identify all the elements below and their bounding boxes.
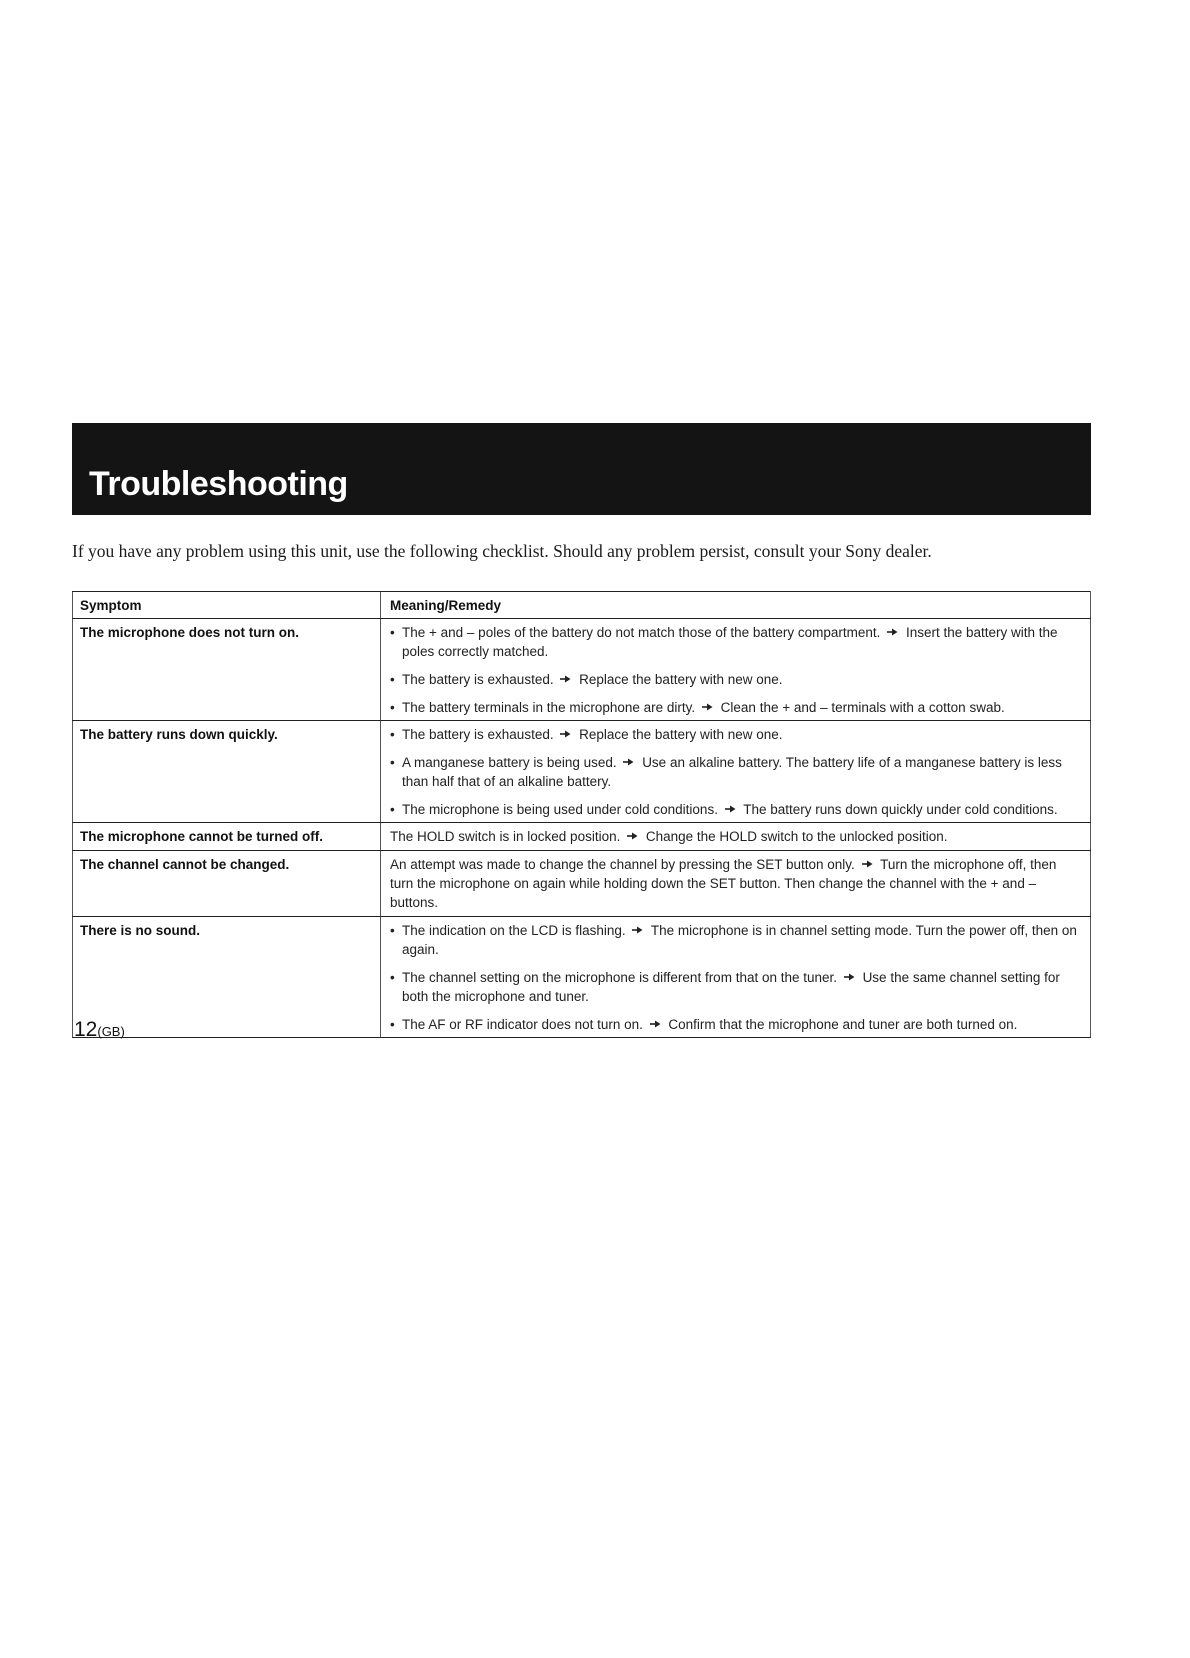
remedy-fix: Turn the microphone off, then turn the microphone on again while holding down the SET button. Then change the channel with the + and – buttons. (390, 857, 1057, 910)
troubleshooting-table (72, 591, 1091, 1038)
symptom-text: The microphone does not turn on. (80, 625, 299, 640)
page-number-suffix: (GB) (97, 1024, 125, 1039)
remedy-cause: The HOLD switch is in locked position. (390, 829, 621, 844)
remedy-cell (381, 851, 1091, 917)
bullet-icon: • (390, 923, 395, 938)
intro-paragraph: If you have any problem using this unit, use the following checklist. Should any problem persist, consult your Sony dealer. (72, 541, 932, 561)
remedy-fix: Clean the + and – terminals with a cotton swab. (720, 700, 1005, 715)
remedy-list (390, 917, 1080, 1037)
remedy-list (390, 619, 1080, 720)
arrow-right-icon (650, 1020, 661, 1028)
remedy-item (390, 1015, 1080, 1034)
remedy-cell (381, 823, 1091, 851)
remedy-item (390, 698, 1080, 717)
remedy-cause: The battery terminals in the microphone are dirty. (402, 700, 696, 715)
arrow-right-icon (627, 832, 638, 840)
remedy-fix: The battery runs down quickly under cold conditions. (743, 802, 1058, 817)
page-title: Troubleshooting (89, 465, 348, 503)
remedy-fix: Confirm that the microphone and tuner are both turned on. (668, 1017, 1018, 1032)
page-number-value: 12 (74, 1018, 98, 1041)
arrow-right-icon (862, 860, 873, 868)
remedy-fix: Replace the battery with new one. (579, 672, 783, 687)
title-band (72, 423, 1091, 515)
symptom-cell (73, 619, 381, 721)
arrow-right-icon (844, 973, 855, 981)
symptom-text: The microphone cannot be turned off. (80, 829, 323, 844)
arrow-right-icon (560, 675, 571, 683)
table-header-row (73, 592, 1091, 619)
arrow-right-icon (623, 758, 634, 766)
symptom-cell (73, 823, 381, 851)
remedy-cell (381, 619, 1091, 721)
remedy-list (390, 721, 1080, 822)
remedy-fix: Change the HOLD switch to the unlocked position. (645, 829, 948, 844)
remedy-cause: The microphone is being used under cold conditions. (402, 802, 718, 817)
remedy-fix: Use the same channel setting for both the microphone and tuner. (402, 970, 1060, 1004)
remedy-item (390, 968, 1080, 1006)
remedy-fix: The microphone is in channel setting mode. Turn the power off, then on again. (402, 923, 1077, 957)
remedy-item (390, 800, 1080, 819)
table-row (73, 823, 1091, 851)
arrow-right-icon (887, 628, 898, 636)
bullet-icon: • (390, 700, 395, 715)
arrow-right-icon (560, 730, 571, 738)
remedy-item (390, 725, 1080, 744)
remedy-cause: The + and – poles of the battery do not match those of the battery compartment. (402, 625, 881, 640)
bullet-icon: • (390, 727, 395, 742)
table-row (73, 917, 1091, 1038)
remedy-item (390, 623, 1080, 661)
table-row (73, 619, 1091, 721)
remedy-cause: The battery is exhausted. (402, 727, 554, 742)
remedy-item (390, 670, 1080, 689)
symptom-text: The battery runs down quickly. (80, 727, 278, 742)
remedy-fix: Insert the battery with the poles correctly matched. (402, 625, 1058, 659)
symptom-cell (73, 851, 381, 917)
symptom-text: There is no sound. (80, 923, 201, 938)
remedy-cause: The battery is exhausted. (402, 672, 554, 687)
bullet-icon: • (390, 970, 395, 985)
bullet-icon: • (390, 1017, 395, 1032)
remedy-cause: The channel setting on the microphone is different from that on the tuner. (402, 970, 838, 985)
remedy-item (390, 753, 1080, 791)
arrow-right-icon (702, 703, 713, 711)
remedy-column-header: Meaning/Remedy (381, 592, 1091, 619)
table-row (73, 721, 1091, 823)
symptom-column-header: Symptom (73, 592, 381, 619)
arrow-right-icon (632, 926, 643, 934)
bullet-icon: • (390, 755, 395, 770)
remedy-fix: Replace the battery with new one. (579, 727, 783, 742)
remedy-text (390, 823, 1080, 850)
symptom-text: The channel cannot be changed. (80, 857, 290, 872)
remedy-cause: An attempt was made to change the channel by pressing the SET button only. (390, 857, 855, 872)
remedy-cause: The indication on the LCD is flashing. (402, 923, 626, 938)
page-number (74, 1018, 125, 1042)
arrow-right-icon (725, 805, 736, 813)
bullet-icon: • (390, 625, 395, 640)
symptom-cell (73, 721, 381, 823)
table-row (73, 851, 1091, 917)
remedy-text (390, 851, 1080, 916)
remedy-item (390, 921, 1080, 959)
remedy-fix: Use an alkaline battery. The battery life of a manganese battery is less than half that of an alkaline battery. (402, 755, 1062, 789)
remedy-cause: The AF or RF indicator does not turn on. (402, 1017, 643, 1032)
bullet-icon: • (390, 802, 395, 817)
bullet-icon: • (390, 672, 395, 687)
remedy-cell (381, 721, 1091, 823)
remedy-cell (381, 917, 1091, 1038)
remedy-cause: A manganese battery is being used. (402, 755, 617, 770)
